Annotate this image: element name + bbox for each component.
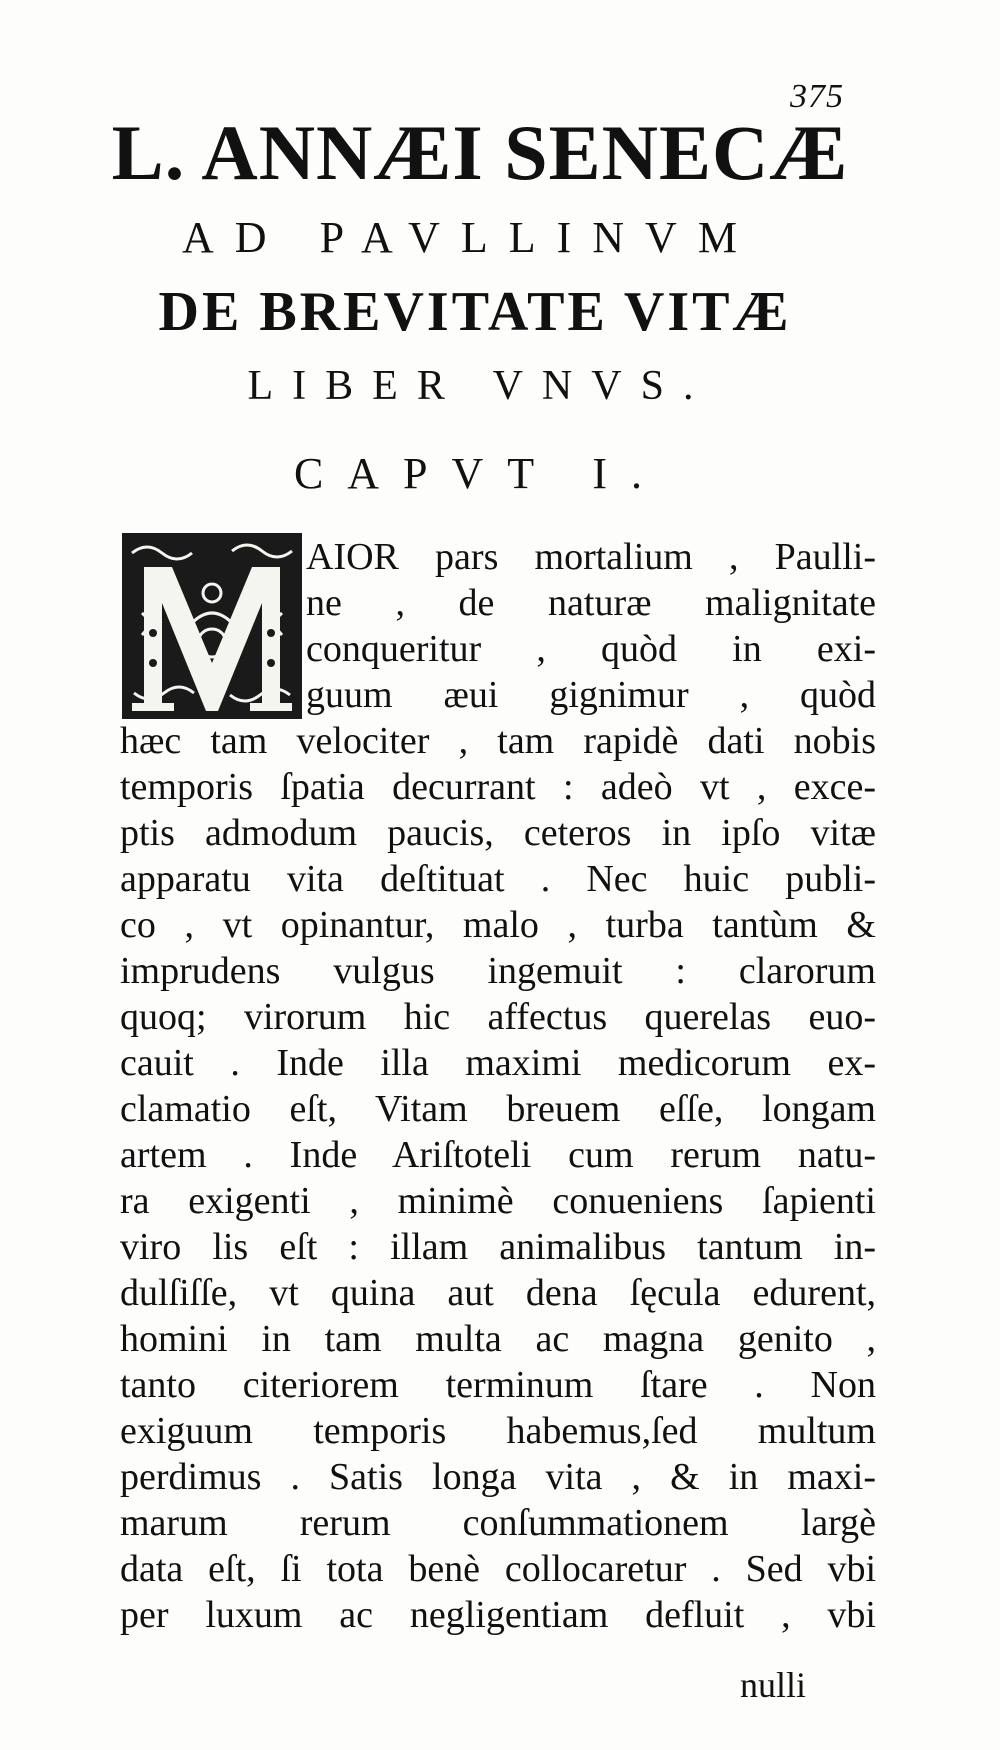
title-author: L. ANNÆI SENECÆ <box>111 109 849 196</box>
text-line: AIOR pars mortalium , Paulli- <box>306 536 876 578</box>
text-line: ptis admodum paucis, ceteros in ipſo vitæ <box>120 812 876 854</box>
text-line: exiguum temporis habemus,ſed multum <box>120 1410 876 1452</box>
text-line: co , vt opinantur, malo , turba tantùm & <box>120 904 876 946</box>
text-line: conqueritur , quòd in exi- <box>306 628 876 670</box>
text-line: temporis ſpatia decurrant : adeò vt , exce- <box>120 766 876 808</box>
text-line: apparatu vita deſtituat . Nec huic publi- <box>120 858 876 900</box>
title-book: LIBER VNVS. <box>247 363 713 409</box>
chapter-heading: CAPVT I. <box>293 449 667 498</box>
text-line: hæc tam velociter , tam rapidè dati nobis <box>120 720 876 762</box>
text-line: marum rerum conſummationem largè <box>120 1502 876 1544</box>
text-line: ra exigenti , minimè conueniens ſapienti <box>120 1180 876 1222</box>
text-line: cauit . Inde illa maximi medicorum ex- <box>120 1042 876 1084</box>
text-line: tanto citeriorem terminum ſtare . Non <box>120 1364 876 1406</box>
title-work: DE BREVITATE VITÆ <box>158 281 792 343</box>
text-line: homini in tam multa ac magna genito , <box>120 1318 876 1360</box>
catchword: nulli <box>740 1665 807 1705</box>
text-line: viro lis eſt : illam animalibus tantum in- <box>120 1226 876 1268</box>
page-number: 375 <box>790 78 844 115</box>
text-line: guum æui gignimur , quòd <box>306 674 876 716</box>
ornamental-initial-icon <box>122 533 302 719</box>
text-line: perdimus . Satis longa vita , & in maxi- <box>120 1456 876 1498</box>
text-line: dulſiſſe, vt quina aut dena ſęcula edurent, <box>120 1272 876 1314</box>
text-line: data eſt, ſi tota benè collocaretur . Sed vbi <box>120 1548 876 1590</box>
ornamental-initial <box>122 533 302 719</box>
text-line: quoq; virorum hic affectus querelas euo- <box>120 996 876 1038</box>
title-dedication: AD PAVLLINVM <box>182 213 758 262</box>
text-line: per luxum ac negligentiam defluit , vbi <box>120 1594 876 1636</box>
text-line: imprudens vulgus ingemuit : clarorum <box>120 950 876 992</box>
text-line: clamatio eſt, Vitam breuem eſſe, longam <box>120 1088 876 1130</box>
text-line: ne , de naturæ malignitate <box>306 582 876 624</box>
text-line: artem . Inde Ariſtoteli cum rerum natu- <box>120 1134 876 1176</box>
